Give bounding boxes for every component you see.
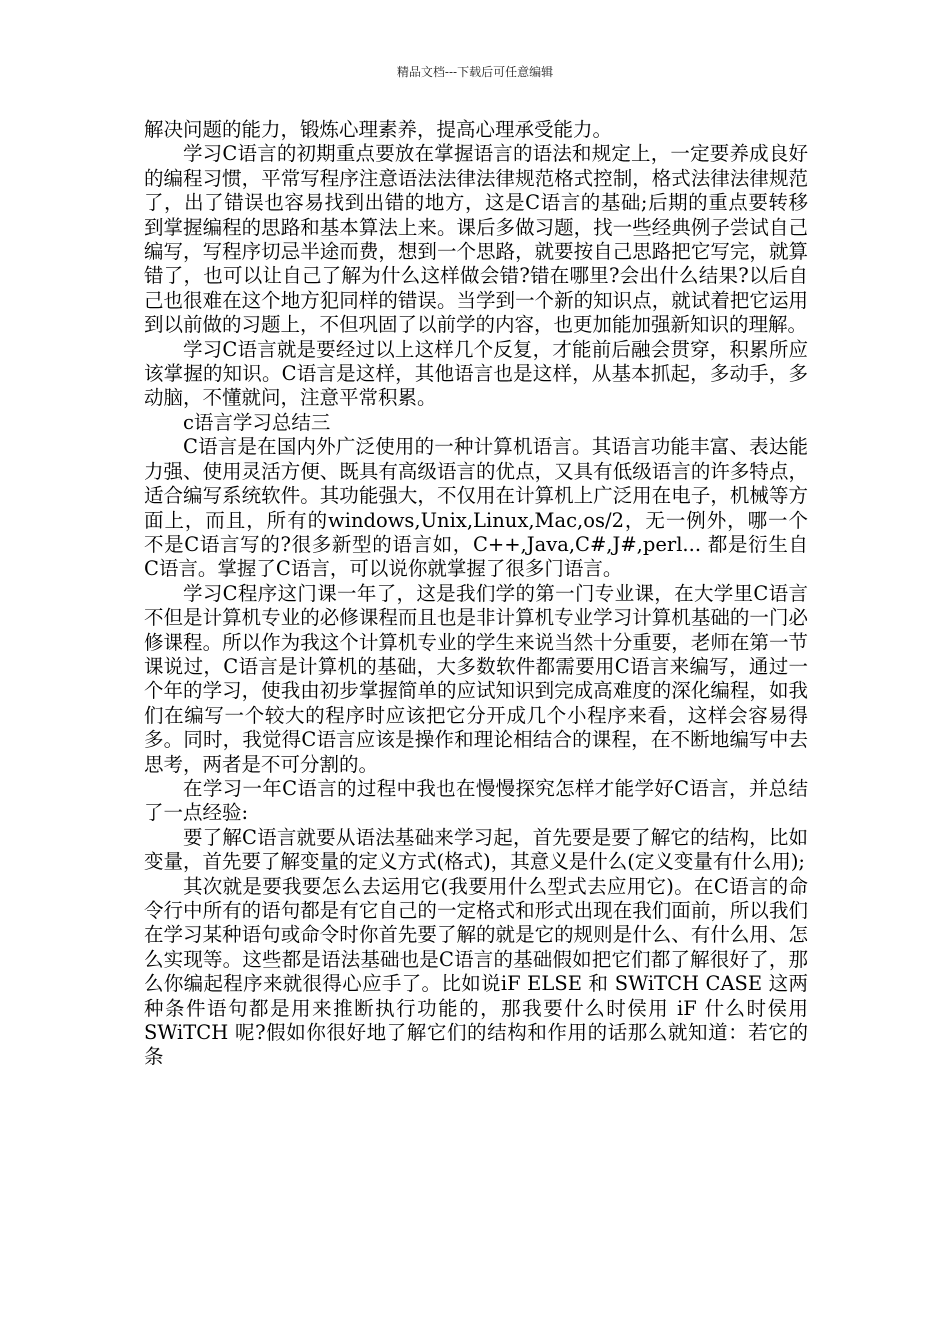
header-text: 精品文档---下载后可任意编辑 bbox=[396, 65, 554, 79]
document-body bbox=[144, 118, 808, 1070]
paragraph-1: 解决问题的能力，锻炼心理素养，提高心理承受能力。 bbox=[144, 118, 613, 141]
paragraph-7: 要了解C语言就要从语法基础来学习起，首先要是要了解它的结构，比如变量，首先要了解变量的定义方式(格式)，其意义是什么(定义变量有什么用); bbox=[144, 825, 808, 874]
paragraph-8: 其次就是要我要怎么去运用它(我要用什么型式去应用它)。在C语言的命令行中所有的语句都是有它自己的一定格式和形式出现在我们面前，所以我们在学习某种语句或命令时你首先要了解的就是它的规则是什么、有什么用、怎么实现等。这些都是语法基础也是C语言的基础假如把它们都了解很好了，那么你编起程序来就很得心应手了。比如说iF ELSE 和 SWiTCH CASE 这两种条件语句都是用来推断执行功能的，那我要什么时侯用 iF 什么时侯用 SWiTCH 呢?假如你很好地了解它们的结构和作用的话那么就知道：若它的条 bbox=[144, 874, 808, 1069]
section-heading: c语言学习总结三 bbox=[183, 410, 331, 434]
paragraph-3: 学习C语言就是要经过以上这样几个反复，才能前后融会贯穿，积累所应该掌握的知识。C语言是这样，其他语言也是这样，从基本抓起，多动手，多动脑，不懂就问，注意平常积累。 bbox=[144, 337, 808, 410]
paragraph-2: 学习C语言的初期重点要放在掌握语言的语法和规定上，一定要养成良好的编程习惯，平常写程序注意语法法律法律规范格式控制，格式法律法律规范了，出了错误也容易找到出错的地方，这是C语言的基础;后期的重点要转移到掌握编程的思路和基本算法上来。课后多做习题，找一些经典例子尝试自己编写，写程序切忌半途而费，想到一个思路，就要按自己思路把它写完，就算错了，也可以让自己了解为什么这样做会错?错在哪里?会出什么结果?以后自己也很难在这个地方犯同样的错误。当学到一个新的知识点，就试着把它运用到以前做的习题上，不但巩固了以前学的内容，也更加能加强新知识的理解。 bbox=[144, 142, 808, 337]
paragraph-4: C语言是在国内外广泛使用的一种计算机语言。其语言功能丰富、表达能力强、使用灵活方便、既具有高级语言的优点，又具有低级语言的许多特点，适合编写系统软件。其功能强大，不仅用在计算机上广泛用在电子，机械等方面上，而且，所有的windows,Unix,Linux,Mac,os/2，无一例外，哪一个不是C语言写的?很多新型的语言如，C++,Java,C#,J#,perl... 都是衍生自C语言。掌握了C语言，可以说你就掌握了很多门语言。 bbox=[144, 435, 808, 581]
paragraph-6: 在学习一年C语言的过程中我也在慢慢探究怎样才能学好C语言，并总结了一点经验: bbox=[144, 776, 808, 825]
paragraph-5: 学习C程序这门课一年了，这是我们学的第一门专业课，在大学里C语言不但是计算机专业的必修课程而且也是非计算机专业学习计算机基础的一门必修课程。所以作为我这个计算机专业的学生来说当然十分重要，老师在第一节课说过，C语言是计算机的基础，大多数软件都需要用C语言来编写，通过一个年的学习，使我由初步掌握简单的应试知识到完成高难度的深化编程，如我们在编写一个较大的程序时应该把它分开成几个小程序来看，这样会容易得多。同时，我觉得C语言应该是操作和理论相结合的课程，在不断地编写中去思考，两者是不可分割的。 bbox=[144, 581, 808, 776]
page-header bbox=[0, 64, 950, 80]
